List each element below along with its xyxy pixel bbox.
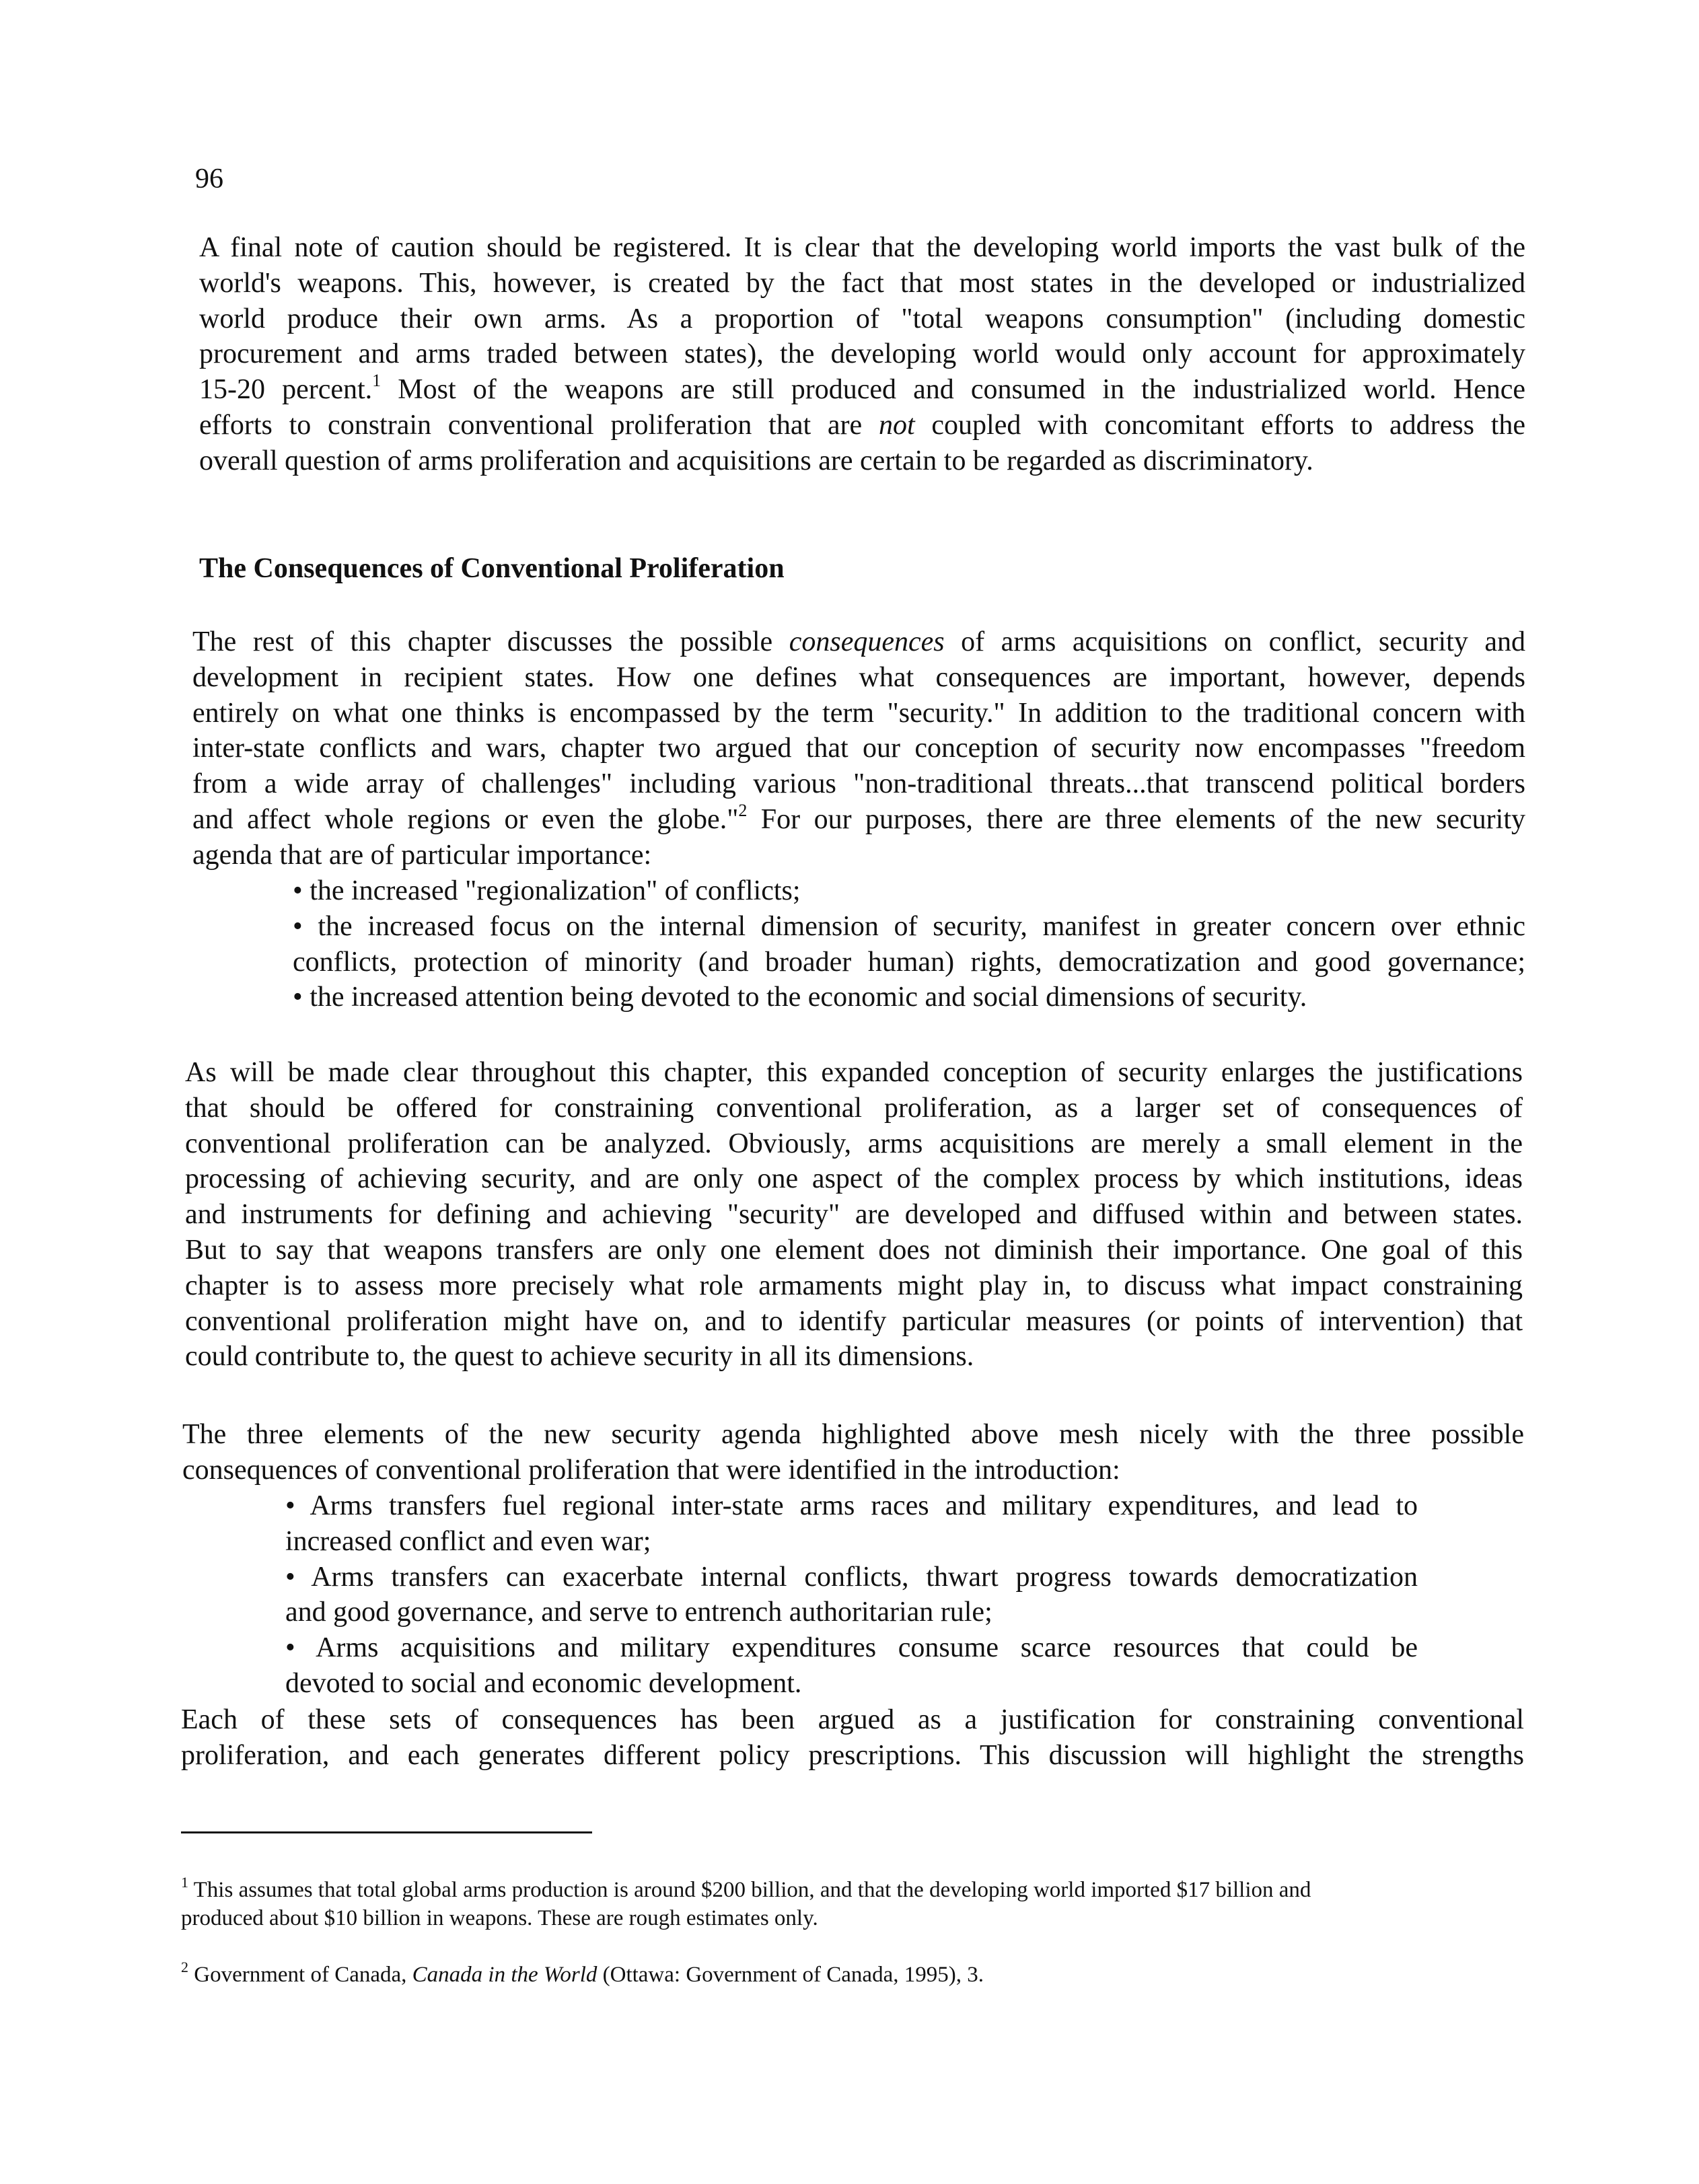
text-line <box>293 873 1525 909</box>
text-run: (Ottawa: Government of Canada, 1995), 3. <box>597 1963 984 1987</box>
text-line <box>285 1595 1418 1630</box>
text-run: As will be made clear throughout this chapter, this expanded conception of security enlarges the justifications <box>185 1057 1523 1088</box>
text-line <box>199 336 1525 372</box>
text-line <box>185 1161 1523 1197</box>
text-line <box>185 1304 1523 1340</box>
italic-text: Canada in the World <box>412 1963 598 1987</box>
text-line <box>285 1666 1418 1702</box>
text-line <box>182 1453 1524 1488</box>
text-line <box>199 443 1525 479</box>
text-line <box>181 1904 1459 1932</box>
text-run: could contribute to, the quest to achieve security in all its dimensions. <box>185 1341 974 1373</box>
text-run: • Arms transfers can exacerbate internal conflicts, thwart progress towards democratization <box>285 1561 1418 1593</box>
footnote-2 <box>181 1961 1459 1989</box>
text-run: proliferation, and each generates different policy prescriptions. This discussion will highlight the strengths <box>181 1739 1524 1771</box>
text-run: of arms acquisitions on conflict, security and <box>944 626 1525 657</box>
text-line <box>181 1876 1459 1904</box>
text-run: procurement and arms traded between states), the developing world would only account for approximately <box>199 338 1525 370</box>
text-line <box>199 372 1525 408</box>
text-run: 15-20 percent. <box>199 374 373 406</box>
text-run: • the increased "regionalization" of conflicts; <box>293 875 801 906</box>
text-line <box>185 1126 1523 1162</box>
text-run: For our purposes, there are three elements of the new security <box>747 803 1525 835</box>
text-run: and affect whole regions or even the globe." <box>192 803 739 835</box>
text-run: processing of achieving security, and are only one aspect of the complex process by which institutions, ideas <box>185 1163 1523 1195</box>
footnote-ref[interactable]: 1 <box>372 371 382 391</box>
text-run: and instruments for defining and achieving "security" are developed and diffused within and between states. <box>185 1199 1523 1231</box>
text-line <box>199 301 1525 337</box>
page-number: 96 <box>195 163 223 194</box>
text-line <box>185 1091 1523 1126</box>
text-line <box>181 1738 1524 1774</box>
text-run: world produce their own arms. As a proportion of "total weapons consumption" (including domestic <box>199 303 1525 334</box>
paragraph-5 <box>181 1702 1524 1774</box>
text-line <box>192 731 1525 766</box>
text-run: consequences of conventional proliferation that were identified in the introduction: <box>182 1454 1120 1486</box>
text-run: produced about $10 billion in weapons. These are rough estimates only. <box>181 1906 818 1930</box>
paragraph-2 <box>192 624 1525 873</box>
text-line <box>182 1417 1524 1453</box>
text-run: Each of these sets of consequences has been argued as a justification for constraining conventional <box>181 1704 1524 1735</box>
text-run: development in recipient states. How one defines what consequences are important, however, depends <box>192 661 1525 693</box>
text-line <box>192 838 1525 873</box>
footnote-ref[interactable]: 2 <box>181 1959 188 1975</box>
text-line <box>192 766 1525 802</box>
bullet-list-2 <box>285 1488 1418 1702</box>
text-run: • the increased focus on the internal dimension of security, manifest in greater concern over ethnic <box>293 910 1525 942</box>
text-run: A final note of caution should be registered. It is clear that the developing world imports the vast bulk of the <box>199 232 1525 263</box>
text-line <box>185 1197 1523 1233</box>
section-heading: The Consequences of Conventional Proliferation <box>199 553 785 584</box>
text-run: Most of the weapons are still produced and consumed in the industrialized world. Hence <box>381 374 1525 406</box>
text-run: inter-state conflicts and wars, chapter two argued that our conception of security now encompasses "freedom <box>192 733 1525 764</box>
text-run: world's weapons. This, however, is created by the fact that most states in the developed or industrialized <box>199 267 1525 299</box>
text-line <box>181 1961 1459 1989</box>
text-run: conventional proliferation might have on, and to identify particular measures (or points of intervention) that <box>185 1305 1523 1337</box>
text-line <box>192 624 1525 660</box>
text-line <box>199 230 1525 266</box>
footnote-1 <box>181 1876 1459 1932</box>
text-run: increased conflict and even war; <box>285 1525 651 1557</box>
text-line <box>199 266 1525 301</box>
text-line <box>285 1524 1418 1560</box>
text-run: The three elements of the new security agenda highlighted above mesh nicely with the three possible <box>182 1419 1524 1450</box>
text-run: But to say that weapons transfers are only one element does not diminish their importance. One goal of this <box>185 1234 1523 1266</box>
text-run: The rest of this chapter discusses the possible <box>192 626 789 657</box>
text-line <box>185 1268 1523 1304</box>
text-run: conventional proliferation can be analyzed. Obviously, arms acquisitions are merely a small element in the <box>185 1128 1523 1159</box>
footnote-ref[interactable]: 1 <box>181 1874 188 1891</box>
text-run: that should be offered for constraining conventional proliferation, as a larger set of consequences of <box>185 1092 1523 1124</box>
text-run: devoted to social and economic development. <box>285 1667 802 1699</box>
text-line <box>199 408 1525 443</box>
text-line <box>293 909 1525 945</box>
text-run: • Arms transfers fuel regional inter-state arms races and military expenditures, and lead to <box>285 1490 1418 1521</box>
italic-text: not <box>878 409 915 441</box>
text-run: from a wide array of challenges" including various "non-traditional threats...that transcend political borders <box>192 768 1525 800</box>
paragraph-3 <box>185 1055 1523 1375</box>
text-line <box>285 1488 1418 1524</box>
text-line <box>181 1702 1524 1738</box>
text-run: This assumes that total global arms production is around $200 billion, and that the developing world imported $17 billion and <box>188 1878 1311 1902</box>
text-run: entirely on what one thinks is encompassed by the term "security." In addition to the traditional concern with <box>192 697 1525 729</box>
text-line <box>285 1560 1418 1595</box>
text-line <box>192 802 1525 838</box>
italic-text: consequences <box>789 626 945 657</box>
text-run: and good governance, and serve to entrench authoritarian rule; <box>285 1597 992 1628</box>
text-line <box>185 1233 1523 1268</box>
text-line <box>185 1055 1523 1091</box>
footnote-divider <box>181 1831 592 1833</box>
footnote-ref[interactable]: 2 <box>738 800 748 820</box>
paragraph-1 <box>199 230 1525 479</box>
text-run: agenda that are of particular importance: <box>192 839 652 871</box>
text-run: Government of Canada, <box>188 1963 412 1987</box>
text-run: coupled with concomitant efforts to address the <box>914 409 1526 441</box>
text-run: conflicts, protection of minority (and broader human) rights, democratization and good governance; <box>293 946 1525 978</box>
text-run: efforts to constrain conventional proliferation that are <box>199 409 879 441</box>
bullet-list-1 <box>293 873 1525 1015</box>
text-run: overall question of arms proliferation and acquisitions are certain to be regarded as discriminatory. <box>199 445 1313 476</box>
text-line <box>285 1630 1418 1666</box>
text-run: chapter is to assess more precisely what role armaments might play in, to discuss what impact constraining <box>185 1270 1523 1301</box>
text-line <box>192 696 1525 731</box>
text-line <box>192 660 1525 696</box>
text-run: • Arms acquisitions and military expenditures consume scarce resources that could be <box>285 1632 1418 1664</box>
paragraph-4 <box>182 1417 1524 1488</box>
text-line <box>185 1339 1523 1375</box>
text-line <box>293 945 1525 980</box>
text-line <box>293 980 1525 1015</box>
text-run: • the increased attention being devoted to the economic and social dimensions of security. <box>293 982 1307 1013</box>
